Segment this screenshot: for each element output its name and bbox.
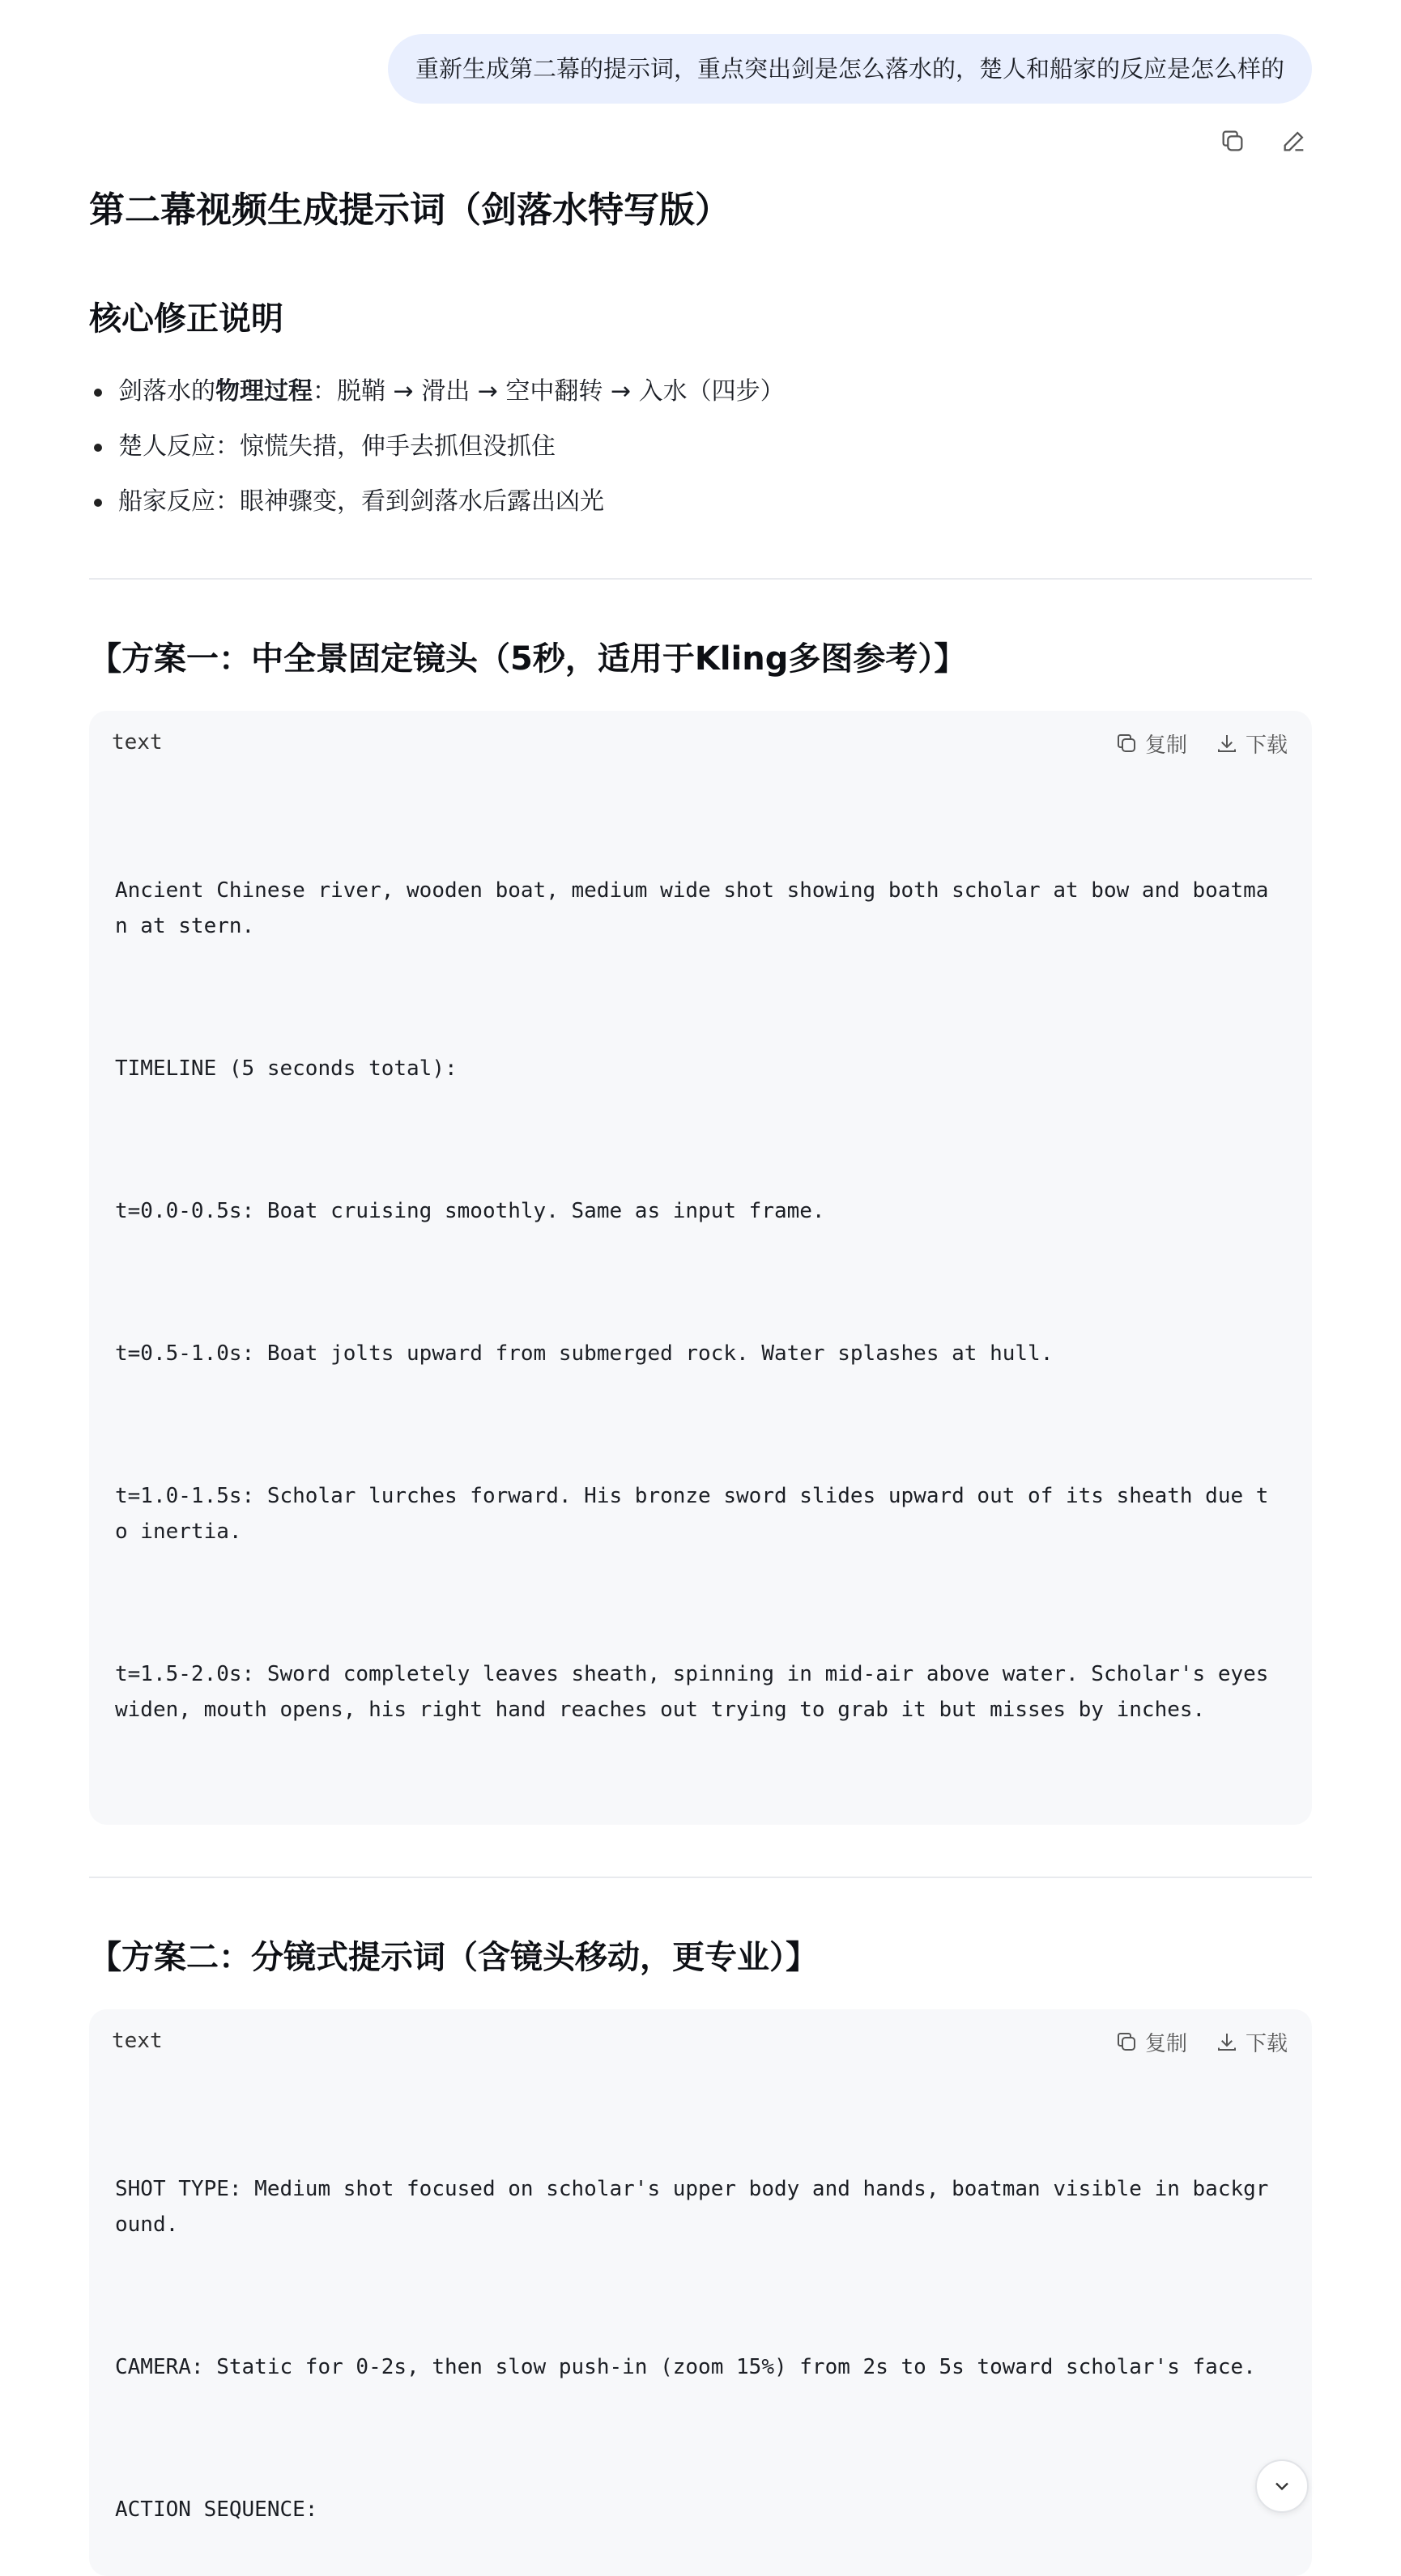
- response-title: 第二幕视频生成提示词（剑落水特写版）: [89, 189, 730, 231]
- code-block-header: [89, 711, 1312, 776]
- correction-list: [89, 372, 785, 538]
- list-item: [89, 427, 785, 482]
- list-item: [89, 372, 785, 427]
- core-heading: 核心修正说明: [89, 300, 283, 338]
- copy-code-button[interactable]: [1114, 2026, 1187, 2058]
- copy-icon: [1114, 2030, 1139, 2054]
- copy-label: 复制: [1144, 733, 1187, 758]
- bullet-text: 船家反应：眼神骤变，看到剑落水后露出凶光: [118, 487, 604, 516]
- code-language-label: text: [112, 2029, 163, 2053]
- code-block-header: [89, 2009, 1312, 2074]
- list-item: [89, 482, 785, 538]
- plan2-heading: 【方案二：分镜式提示词（含镜头移动，更专业）】: [89, 1939, 818, 1976]
- code-paragraph: Ancient Chinese river, wooden boat, medium wide shot showing both scholar at bow and boatman at stern.: [115, 878, 1269, 938]
- bullet-text: ：脱鞘 → 滑出 → 空中翻转 → 入水（四步）: [313, 377, 785, 406]
- code-content: [115, 2100, 1281, 2576]
- plan1-heading: 【方案一：中全景固定镜头（5秒，适用于Kling多图参考）】: [89, 640, 967, 678]
- download-label: 下载: [1245, 733, 1288, 758]
- code-paragraph: CAMERA: Static for 0-2s, then slow push-in (zoom 15%) from 2s to 5s toward scholar's face.: [115, 2355, 1256, 2379]
- code-paragraph: TIMELINE (5 seconds total):: [115, 1056, 458, 1081]
- code-paragraph: t=0.5-1.0s: Boat jolts upward from submerged rock. Water splashes at hull.: [115, 1341, 1054, 1366]
- edit-message-icon[interactable]: [1276, 123, 1312, 159]
- code-block-plan1: [89, 711, 1312, 1825]
- code-language-label: text: [112, 730, 163, 755]
- download-code-button[interactable]: [1215, 2026, 1288, 2058]
- scroll-to-bottom-button[interactable]: [1255, 2459, 1309, 2513]
- copy-icon: [1114, 731, 1139, 755]
- code-paragraph: t=1.0-1.5s: Scholar lurches forward. His bronze sword slides upward out of its sheath due to inertia.: [115, 1484, 1269, 1544]
- code-paragraph: t=0.0-0.5s: Boat cruising smoothly. Same as input frame.: [115, 1199, 825, 1223]
- bullet-text: 楚人反应：惊慌失措，伸手去抓但没抓住: [118, 432, 556, 461]
- user-message-bubble: 重新生成第二幕的提示词，重点突出剑是怎么落水的，楚人和船家的反应是怎么样的: [388, 34, 1312, 104]
- code-paragraph: SHOT TYPE: Medium shot focused on scholar's upper body and hands, boatman visible in background.: [115, 2177, 1269, 2237]
- code-content: [115, 801, 1281, 1825]
- code-tools: [1114, 727, 1288, 759]
- download-icon: [1215, 731, 1239, 755]
- code-tools: [1114, 2026, 1288, 2058]
- code-paragraph: ACTION SEQUENCE:: [115, 2497, 318, 2522]
- bullet-text: 剑落水的: [118, 377, 215, 406]
- code-paragraph: t=1.5-2.0s: Sword completely leaves sheath, spinning in mid-air above water. Scholar's eyes widen, mouth opens, his right hand reaches out trying to grab it but misses by inches.: [115, 1662, 1282, 1722]
- copy-code-button[interactable]: [1114, 727, 1187, 759]
- download-label: 下载: [1245, 2031, 1288, 2056]
- chevron-down-icon: [1271, 2475, 1293, 2497]
- user-message-row: [89, 34, 1312, 104]
- copy-message-icon[interactable]: [1215, 123, 1250, 159]
- copy-label: 复制: [1144, 2031, 1187, 2056]
- bullet-strong-text: 物理过程: [215, 377, 313, 406]
- message-actions: [1215, 123, 1312, 159]
- divider: [89, 1877, 1312, 1878]
- download-icon: [1215, 2030, 1239, 2054]
- download-code-button[interactable]: [1215, 727, 1288, 759]
- divider: [89, 578, 1312, 580]
- code-block-plan2: [89, 2009, 1312, 2576]
